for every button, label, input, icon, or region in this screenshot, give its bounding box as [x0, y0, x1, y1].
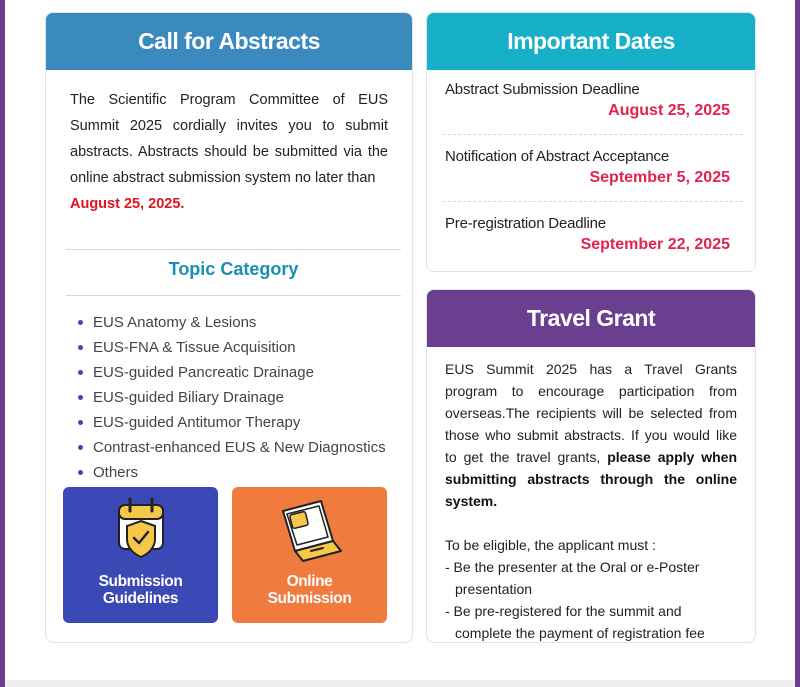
- topic-item: [78, 385, 386, 410]
- topic-item: [78, 360, 386, 385]
- topic-label: EUS-guided Antitumor Therapy: [93, 414, 301, 431]
- important-dates-card: [426, 12, 756, 272]
- bullet-icon: [78, 470, 83, 475]
- bullet-icon: [78, 320, 83, 325]
- shield-calendar-icon: [113, 495, 169, 567]
- eligibility-requirement: - Be pre-registered for the summit and complete the payment of registration fee: [445, 603, 705, 641]
- button-label-line: Submission: [267, 590, 352, 607]
- travel-grant-body: [445, 358, 737, 643]
- topic-item: [78, 335, 386, 360]
- topic-label: EUS-guided Biliary Drainage: [93, 389, 284, 406]
- dashed-divider: [443, 134, 743, 135]
- bullet-icon: [78, 370, 83, 375]
- important-dates-title: Important Dates: [427, 13, 755, 70]
- date-item: [445, 148, 742, 187]
- topic-label: EUS Anatomy & Lesions: [93, 314, 257, 331]
- travel-grant-intro-emphasis: please apply when submitting abstracts through the online system.: [445, 449, 737, 509]
- laptop-package-icon: [275, 495, 345, 567]
- topic-category-title: Topic Category: [168, 259, 299, 279]
- divider: [66, 249, 401, 250]
- topic-item: [78, 460, 386, 485]
- topic-item: [78, 435, 386, 460]
- eligibility-heading: To be eligible, the applicant must :: [445, 537, 656, 553]
- date-value: August 25, 2025: [608, 102, 730, 119]
- page-border-right: [795, 0, 800, 687]
- topic-label: Others: [93, 464, 139, 481]
- topic-label: Contrast-enhanced EUS & New Diagnostics: [93, 439, 386, 456]
- abstracts-intro: [70, 87, 388, 217]
- topic-item: [78, 410, 386, 435]
- online-submission-button[interactable]: [232, 487, 387, 623]
- abstracts-intro-text: The Scientific Program Committee of EUS Summit 2025 cordially invites you to submit abstracts. Abstracts should be submitted via the online abstract submission system no later than: [70, 92, 388, 186]
- travel-grant-intro-text: EUS Summit 2025 has a Travel Grants program to encourage participation from overseas.The recipients will be selected from those who submit abstracts. If you would like to get the travel grants,: [445, 361, 737, 465]
- topic-label: EUS-FNA & Tissue Acquisition: [93, 339, 296, 356]
- date-value: September 22, 2025: [580, 236, 730, 253]
- date-label: Abstract Submission Deadline: [445, 81, 640, 98]
- topic-label: EUS-guided Pancreatic Drainage: [93, 364, 314, 381]
- eligibility-requirement: - Be the presenter at the Oral or e-Poster presentation: [445, 559, 700, 597]
- date-item: [445, 81, 742, 120]
- divider: [66, 295, 401, 296]
- date-label: Pre-registration Deadline: [445, 215, 606, 232]
- topic-list: [78, 310, 386, 485]
- travel-grant-card: [426, 289, 756, 643]
- dashed-divider: [443, 201, 743, 202]
- travel-grant-title: Travel Grant: [427, 290, 755, 347]
- topic-item: [78, 310, 386, 335]
- call-for-abstracts-title: Call for Abstracts: [46, 13, 412, 70]
- travel-grant-intro: [445, 358, 737, 512]
- button-label-line: Online: [286, 573, 333, 590]
- bullet-icon: [78, 395, 83, 400]
- date-item: [445, 215, 742, 254]
- button-label-line: Submission: [98, 573, 183, 590]
- abstract-deadline: August 25, 2025.: [70, 196, 185, 212]
- date-label: Notification of Abstract Acceptance: [445, 148, 669, 165]
- bullet-icon: [78, 345, 83, 350]
- page-bottom-strip: [5, 680, 795, 687]
- bullet-icon: [78, 420, 83, 425]
- date-value: September 5, 2025: [589, 169, 730, 186]
- bullet-icon: [78, 445, 83, 450]
- online-submission-label: [232, 573, 387, 607]
- button-label-line: Guidelines: [102, 590, 179, 607]
- submission-guidelines-button[interactable]: [63, 487, 218, 623]
- submission-guidelines-label: [63, 573, 218, 607]
